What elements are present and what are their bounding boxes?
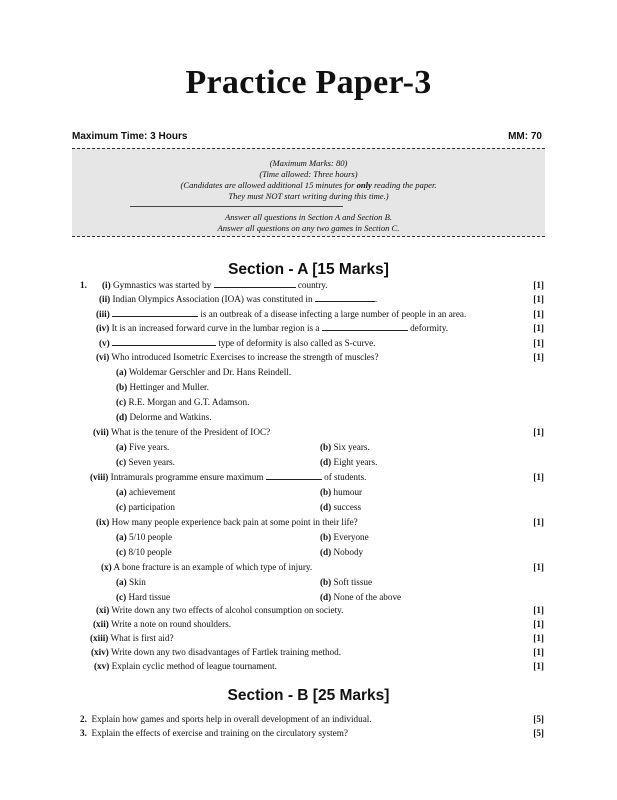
question-1-viii <box>90 472 366 483</box>
option-letter: (c) <box>116 547 127 557</box>
option <box>320 577 372 588</box>
option-letter: (c) <box>116 502 127 512</box>
option <box>116 457 175 468</box>
option-text: Six years. <box>333 442 370 452</box>
option-text: success <box>333 502 362 512</box>
subq-text: Explain cyclic method of league tournament. <box>111 661 277 671</box>
option <box>320 547 363 558</box>
question-1-iii <box>96 309 466 320</box>
subq-num: (ii) <box>99 294 111 304</box>
question-1-xiv <box>91 647 341 658</box>
option-letter: (a) <box>116 487 127 497</box>
option-letter: (b) <box>116 382 128 392</box>
marks: [1] <box>533 352 544 362</box>
question-1-xi <box>96 605 343 616</box>
subq-num: (i) <box>102 280 111 290</box>
section-a-heading: Section - A [15 Marks] <box>228 261 389 278</box>
subq-text: Write down any two effects of alcohol consumption on society. <box>111 605 344 615</box>
subq-text: . <box>374 294 378 304</box>
subq-text: of students. <box>324 472 367 482</box>
question-1-iv <box>96 323 448 334</box>
subq-text: What is first aid? <box>110 633 174 643</box>
subq-num: (xi) <box>96 605 110 615</box>
answer-blank <box>315 294 378 304</box>
question-1-xiii <box>90 633 174 644</box>
instruction-time: (Time allowed: Three hours) <box>259 169 358 179</box>
instruction-no-writing: They must NOT start writing during this time.) <box>228 191 389 201</box>
instruction-answer-c: Answer all questions on any two games in Section C. <box>217 223 400 233</box>
subq-text: What is the tenure of the President of IOC? <box>110 427 271 437</box>
subq-text: deformity. <box>410 323 449 333</box>
subq-num: (iii) <box>96 309 110 319</box>
subq-text: Write a note on round shoulders. <box>110 619 232 629</box>
marks: [1] <box>533 338 544 348</box>
option-letter: (d) <box>320 502 332 512</box>
marks: [1] <box>533 517 544 527</box>
subq-num: (v) <box>99 338 110 348</box>
option-letter: (b) <box>320 532 332 542</box>
subq-text: How many people experience back pain at some point in their life? <box>111 517 358 527</box>
subq-num: (xv) <box>94 661 110 671</box>
marks: [1] <box>533 472 544 482</box>
subq-text: Intramurals programme ensure maximum <box>110 472 264 482</box>
marks: [1] <box>533 427 544 437</box>
subq-num: (ix) <box>96 517 110 527</box>
option <box>116 382 209 393</box>
question-1-i <box>102 280 328 291</box>
max-time-label: Maximum Time: 3 Hours <box>72 131 188 142</box>
answer-blank <box>322 323 408 331</box>
subq-num: (x) <box>101 562 112 572</box>
option <box>116 487 175 498</box>
answer-blank <box>266 472 322 480</box>
option-letter: (a) <box>116 367 127 377</box>
option <box>116 532 172 543</box>
marks: [1] <box>533 647 544 657</box>
instruction-answer-ab: Answer all questions in Section A and Section B. <box>224 212 392 222</box>
option-text: participation <box>128 502 175 512</box>
question-text: Explain how games and sports help in overall development of an individual. <box>91 714 372 724</box>
option-letter: (d) <box>116 412 128 422</box>
question-1-vii <box>93 427 270 438</box>
option <box>320 502 361 513</box>
option-letter: (a) <box>116 442 127 452</box>
option-text: Skin <box>129 577 146 587</box>
option <box>116 592 170 603</box>
question-number: 3. <box>80 728 87 738</box>
option-letter: (a) <box>116 532 127 542</box>
option <box>320 442 370 453</box>
max-marks-label: MM: 70 <box>508 131 542 142</box>
subq-text: Who introduced Isometric Exercises to increase the strength of muscles? <box>111 352 379 362</box>
answer-blank <box>112 309 198 317</box>
option-text: 5/10 people <box>129 532 173 542</box>
instruction-divider <box>130 206 343 207</box>
question-1-xii <box>93 619 231 630</box>
option-letter: (b) <box>320 442 332 452</box>
marks: [1] <box>533 280 544 290</box>
question-1-v <box>99 338 375 349</box>
subq-num: (vi) <box>96 352 110 362</box>
marks: [1] <box>533 633 544 643</box>
subq-num: (xiii) <box>90 633 109 643</box>
option <box>116 547 172 558</box>
option-letter: (b) <box>320 577 332 587</box>
option-text: Soft tissue <box>333 577 373 587</box>
option-letter: (a) <box>116 577 127 587</box>
section-b-heading: Section - B [25 Marks] <box>227 687 390 704</box>
option <box>116 502 175 513</box>
option-text: Woldemar Gerschler and Dr. Hans Reindell. <box>128 367 292 377</box>
option-text: Hard tissue <box>128 592 171 602</box>
subq-num: (vii) <box>93 427 109 437</box>
option-letter: (c) <box>116 397 127 407</box>
marks: [1] <box>533 309 544 319</box>
option <box>320 457 377 468</box>
option <box>320 487 362 498</box>
marks: [5] <box>533 728 544 738</box>
option <box>116 412 212 423</box>
instruction-reading-b: reading the paper. <box>371 180 437 190</box>
question-1-x <box>101 562 312 573</box>
option <box>116 442 169 453</box>
option-letter: (c) <box>116 592 127 602</box>
subq-text: It is an increased forward curve in the lumbar region is a <box>111 323 320 333</box>
option-text: achievement <box>129 487 176 497</box>
option <box>116 577 146 588</box>
option <box>320 592 401 603</box>
option-text: Everyone <box>333 532 369 542</box>
question-1-vi <box>96 352 379 363</box>
option-letter: (d) <box>320 457 332 467</box>
page-title: Practice Paper-3 <box>185 64 432 101</box>
subq-text: is an outbreak of a disease infecting a large number of people in an area. <box>200 309 467 319</box>
answer-blank <box>112 338 216 346</box>
question-3 <box>80 728 348 739</box>
answer-blank <box>214 280 296 288</box>
marks: [1] <box>533 661 544 671</box>
option-text: Nobody <box>333 547 364 557</box>
option-text: Five years. <box>129 442 170 452</box>
option-text: R.E. Morgan and G.T. Adamson. <box>128 397 250 407</box>
option <box>320 532 369 543</box>
subq-text: country. <box>297 280 328 290</box>
question-2 <box>80 714 372 725</box>
instruction-reading-only: only <box>356 180 372 190</box>
option-letter: (b) <box>320 487 332 497</box>
option <box>116 367 291 378</box>
marks: [1] <box>533 323 544 333</box>
marks: [1] <box>533 294 544 304</box>
subq-text: Write down any two disadvantages of Fartlek training method. <box>111 647 342 657</box>
question-text: Explain the effects of exercise and training on the circulatory system? <box>91 728 348 738</box>
option-text: None of the above <box>333 592 402 602</box>
subq-text: Indian Olympics Association (IOA) was constituted in <box>112 294 313 304</box>
instructions-box <box>72 148 545 237</box>
marks: [5] <box>533 714 544 724</box>
option-letter: (d) <box>320 547 332 557</box>
subq-num: (xiv) <box>91 647 109 657</box>
option-text: Eight years. <box>333 457 378 467</box>
question-1-xv <box>94 661 277 672</box>
instruction-marks: (Maximum Marks: 80) <box>269 158 348 168</box>
subq-text: A bone fracture is an example of which type of injury. <box>113 562 313 572</box>
subq-num: (iv) <box>96 323 110 333</box>
option-letter: (d) <box>320 592 332 602</box>
question-1-ix <box>96 517 358 528</box>
marks: [1] <box>533 605 544 615</box>
question-1-ii <box>99 294 377 305</box>
option-text: 8/10 people <box>128 547 172 557</box>
subq-num: (viii) <box>90 472 109 482</box>
subq-text: type of deformity is also called as S-curve. <box>218 338 376 348</box>
option-text: Seven years. <box>128 457 175 467</box>
question-number: 2. <box>80 714 87 724</box>
option-letter: (c) <box>116 457 127 467</box>
option-text: Hettinger and Muller. <box>129 382 209 392</box>
subq-num: (xii) <box>93 619 109 629</box>
option-text: humour <box>333 487 363 497</box>
option-text: Delorme and Watkins. <box>129 412 212 422</box>
marks: [1] <box>533 562 544 572</box>
marks: [1] <box>533 619 544 629</box>
subq-text: Gymnastics was started by <box>112 280 212 290</box>
instruction-reading-a: (Candidates are allowed additional 15 minutes for <box>180 180 357 190</box>
instruction-reading <box>72 180 545 190</box>
question-number-1: 1. <box>80 280 87 290</box>
option <box>116 397 249 408</box>
